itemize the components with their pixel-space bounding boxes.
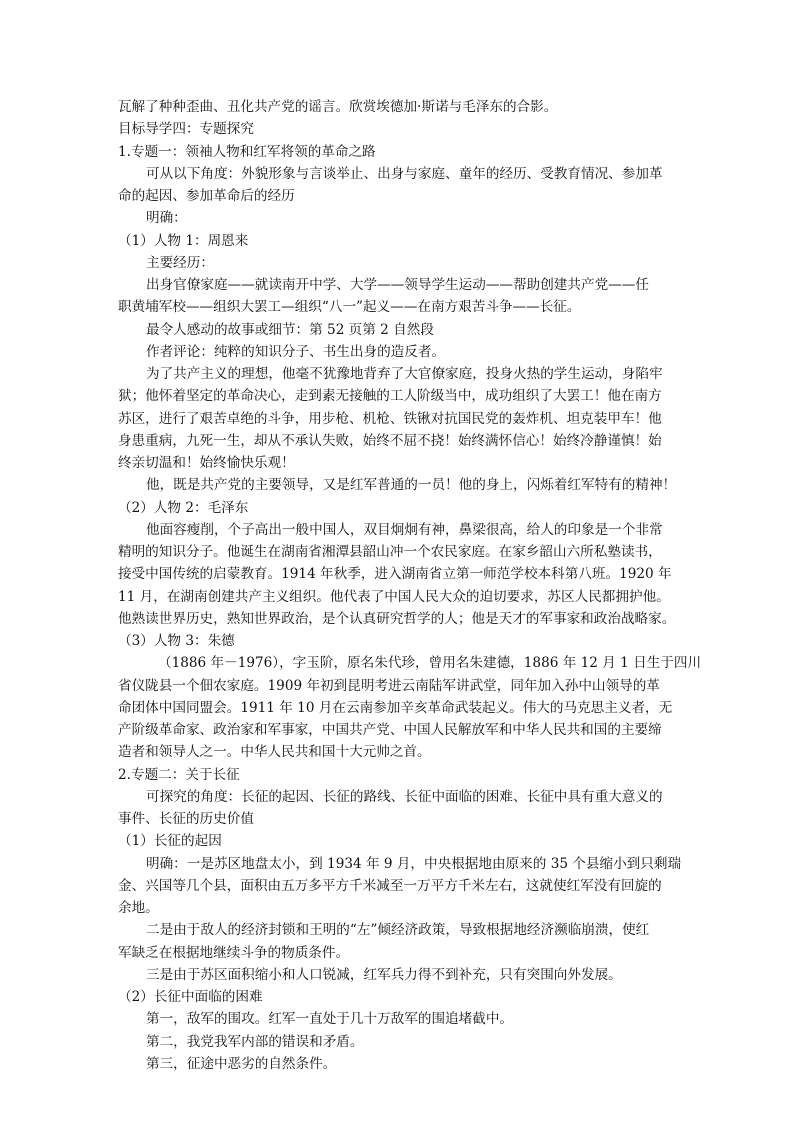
topic-heading: 1.专题一：领袖人物和红军将领的革命之路 [118,143,376,160]
text-line: 出身官僚家庭——就读南开中学、大学——领导学生运动——帮助创建共产党——任 [146,277,649,293]
text-line: 为了共产主义的理想，他毫不犹豫地背弃了大官僚家庭，投身火热的学生运动，身陷牢 [146,366,663,382]
section-heading: 目标导学四：专题探究 [118,121,254,138]
text-line: 明确： [146,210,187,227]
topic-heading: 2.专题二：关于长征 [118,766,240,783]
text-line: 11 月，在湖南创建共产主义组织。他代表了中国人民大众的迫切要求，苏区人民都拥护他。 [118,588,670,605]
text-line: 最令人感动的故事或细节：第 52 页第 2 自然段 [146,321,434,338]
text-line: 他熟读世界历史，熟知世界政治，是个认真研究哲学的人；他是天才的军事家和政治战略家。 [118,610,676,627]
text-line: 造者和领导人之一。中华人民共和国十大元帅之首。 [118,744,431,761]
text-line: 第一，敌军的围攻。红军一直处于几十万敌军的围追堵截中。 [146,1011,514,1028]
text-line: 作者评论：纯粹的知识分子、书生出身的造反者。 [146,343,446,360]
text-line: 苏区，进行了艰苦卓绝的斗争，用步枪、机枪、铁锹对抗国民党的轰炸机、坦克装甲车！他 [118,410,662,427]
text-line: （1886 年－1976），字玉阶，原名朱代珍，曾用名朱建德，1886 年 12 月 1 日生于四川 [158,655,702,672]
text-line: 产阶级革命家、政治家和军事家，中国共产党、中国人民解放军和中华人民共和国的主要缔 [118,722,662,738]
text-line: 三是由于苏区面积缩小和人口锐减，红军兵力得不到补充，只有突围向外发展。 [146,966,622,983]
text-line: 他面容瘦削，个子高出一般中国人，双目炯炯有神，鼻梁很高，给人的印象是一个非常 [146,521,663,538]
text-line: 金、兴国等几个县，面积由五万多平方千米减至一万平方千米左右，这就使红军没有回旋的 [118,877,662,894]
text-line: 二是由于敌人的经济封锁和王明的“左”倾经济政策，导致根据地经济濒临崩溃，使红 [146,922,650,939]
text-line: 瓦解了种种歪曲、丑化共产党的谣言。欣赏埃德加·斯诺与毛泽东的合影。 [118,99,558,115]
text-line: 接受中国传统的启蒙教育。1914 年秋季，进入湖南省立第一师范学校本科第八班。1920 年 [118,566,672,583]
text-line: 军缺乏在根据地继续斗争的物质条件。 [118,944,350,961]
subheading: （1）人物 1：周恩来 [118,232,249,249]
text-line: 第二，我党我军内部的错误和矛盾。 [146,1033,364,1050]
subheading: （3）人物 3：朱德 [118,633,235,649]
text-line: 事件、长征的历史价值 [118,811,254,827]
text-line: 职黄埔军校——组织大罢工—组织“八一”起义——在南方艰苦斗争——长征。 [118,299,581,316]
text-line: 省仪陇县一个佃农家庭。1909 年初到昆明考进云南陆军讲武堂，同年加入孙中山领导的革 [118,677,660,694]
text-line: 第三，征途中恶劣的自然条件。 [146,1055,337,1072]
text-line: 可探究的角度：长征的起因、长征的路线、长征中面临的困难、长征中具有重大意义的 [146,788,663,805]
subheading: （1）长征的起因 [118,833,222,850]
document-page [118,96,702,1075]
text-line: 他，既是共产党的主要领导，又是红军普通的一员！他的身上，闪烁着红军特有的精神！ [146,477,677,494]
text-line: 命的起因、参加革命后的经历 [118,188,295,204]
subheading: （2）长征中面临的困难 [118,989,263,1005]
text-line: 余地。 [118,900,159,916]
text-line: 可从以下角度：外貌形象与言谈举止、出身与家庭、童年的经历、受教育情况、参加革 [146,165,663,182]
text-line: 命团体中国同盟会。1911 年 10 月在云南参加辛亥革命武装起义。伟大的马克思主义者，无 [118,699,673,716]
text-line: 精明的知识分子。他诞生在湖南省湘潭县韶山冲一个农民家庭。在家乡韶山六所私塾读书， [118,544,662,560]
text-line: 身患重病，九死一生，却从不承认失败，始终不屈不挠！始终满怀信心！始终冷静谨慎！始 [118,432,662,449]
subheading: （2）人物 2：毛泽东 [118,499,249,516]
text-line: 明确：一是苏区地盘太小，到 1934 年 9 月，中央根据地由原来的 35 个县缩小到只剩瑞 [146,855,682,872]
text-line: 主要经历： [146,254,214,271]
text-line: 终亲切温和！始终愉快乐观！ [118,455,295,471]
text-line: 狱；他怀着坚定的革命决心，走到素无接触的工人阶级当中，成功组织了大罢工！他在南方 [118,388,662,405]
